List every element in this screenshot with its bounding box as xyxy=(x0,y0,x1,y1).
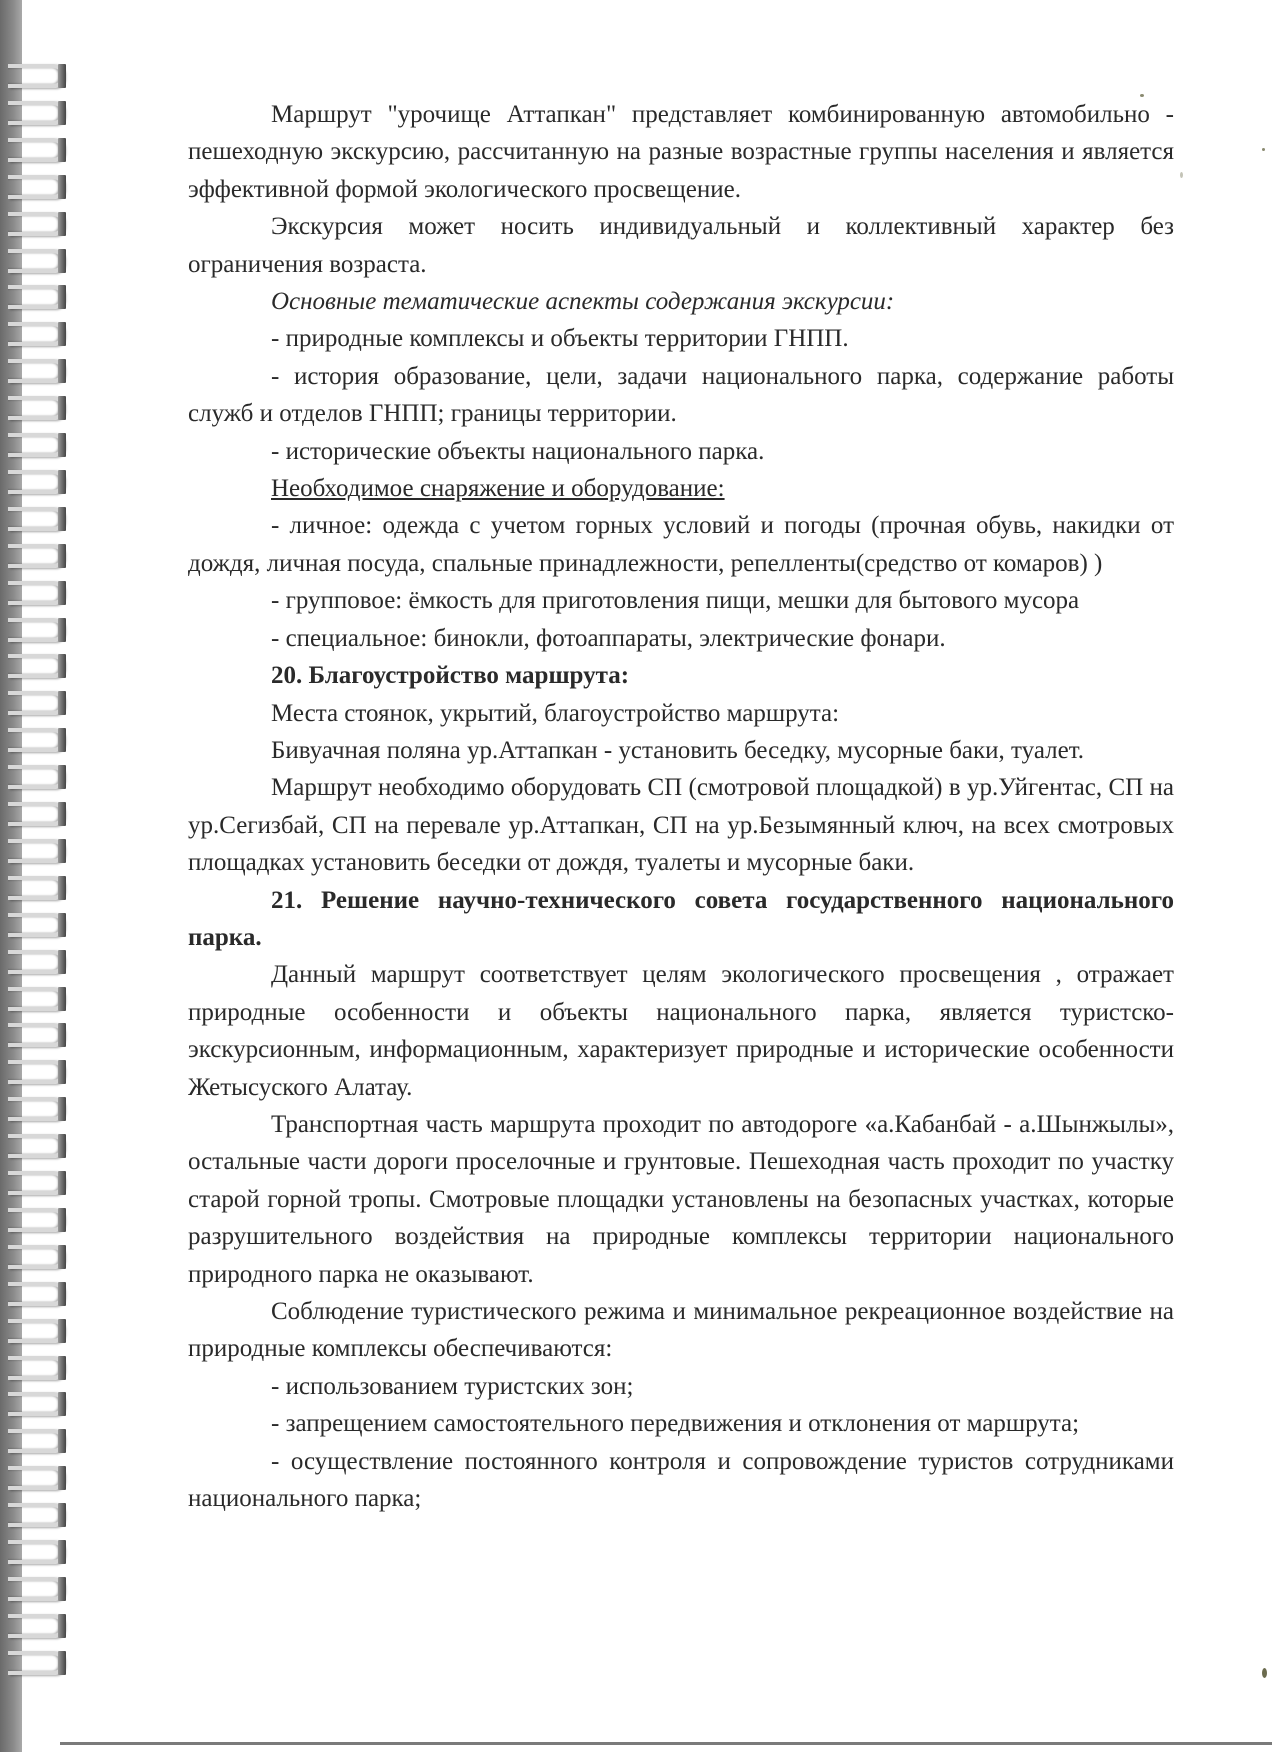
paragraph-decision: Данный маршрут соответствует целям экологического просвещения , отражает природные особенности и объекты национального парка, является туристско-экскурсионным, информационным, характеризует природные и исторические особенности Жетысуского Алатау. xyxy=(188,961,1174,1101)
binding-ring xyxy=(8,396,64,420)
scan-speck xyxy=(1180,172,1183,178)
paragraph-viewpoints: Маршрут необходимо оборудовать СП (смотровой площадкой) в ур.Уйгентас, СП на ур.Сегизбай, СП на перевале ур.Аттапкан, СП на ур.Безымянный ключ, на всех смотровых площадках установить беседки от дождя, туалеты и мусорные баки. xyxy=(188,774,1174,877)
equipment-heading-text: Необходимое снаряжение и оборудование: xyxy=(271,475,725,503)
binding-ring xyxy=(8,1651,64,1675)
binding-ring xyxy=(8,913,64,937)
binding-ring xyxy=(8,285,64,309)
binding-ring xyxy=(8,1503,64,1527)
equipment-item: - личное: одежда с учетом горных условий и погоды (прочная обувь, накидки от дождя, личная посуда, спальные принадлежности, репелленты(средство от комаров) ) xyxy=(188,512,1174,577)
binding-ring xyxy=(8,64,64,88)
document-page xyxy=(188,96,1174,1517)
binding-ring xyxy=(8,765,64,789)
binding-ring xyxy=(8,1134,64,1158)
aspect-item: - история образование, цели, задачи национального парка, содержание работы служб и отделов ГНПП; границы территории. xyxy=(188,362,1174,428)
aspect-item: - природные комплексы и объекты территории ГНПП. xyxy=(271,325,849,353)
binding-ring xyxy=(8,1282,64,1306)
binding-ring xyxy=(8,876,64,900)
binding-ring xyxy=(8,1023,64,1047)
page-bottom-edge xyxy=(60,1742,1272,1745)
equipment-item: - специальное: бинокли, фотоаппараты, электрические фонари. xyxy=(271,624,946,652)
binding-ring xyxy=(8,138,64,162)
scan-speck xyxy=(1262,148,1265,151)
binding-ring xyxy=(8,1171,64,1195)
equipment-heading xyxy=(188,470,1174,507)
paragraph-transport: Транспортная часть маршрута проходит по автодороге «а.Кабанбай - а.Шынжылы», остальные части дороги проселочные и грунтовые. Пешеходная часть проходит по участку старой горной тропы. Смотровые площадки установлены на безопасных участках, которые разрушительного воздействия на природные комплексы территории национального природного парка не оказывают. xyxy=(188,1110,1174,1288)
binding-ring xyxy=(8,359,64,383)
binding-ring xyxy=(8,249,64,273)
binding-ring xyxy=(8,1429,64,1453)
binding-ring xyxy=(8,1577,64,1601)
binding-ring xyxy=(8,212,64,236)
binding-ring xyxy=(8,1208,64,1232)
binding-ring xyxy=(8,654,64,678)
binding-ring xyxy=(8,544,64,568)
binding-ring xyxy=(8,618,64,642)
aspects-heading: Основные тематические аспекты содержания экскурсии: xyxy=(271,288,895,316)
paragraph-places: Места стоянок, укрытий, благоустройство маршрута: xyxy=(271,699,840,727)
binding-ring xyxy=(8,1245,64,1269)
binding-ring xyxy=(8,1466,64,1490)
binding-ring xyxy=(8,987,64,1011)
binding-ring xyxy=(8,802,64,826)
binding-ring xyxy=(8,507,64,531)
binding-ring xyxy=(8,101,64,125)
binding-ring xyxy=(8,1097,64,1121)
paragraph-character: Экскурсия может носить индивидуальный и коллективный характер без ограничения возраста. xyxy=(188,213,1174,278)
measure-item: - использованием туристских зон; xyxy=(271,1372,634,1400)
measure-item: - запрещением самостоятельного передвижения и отклонения от маршрута; xyxy=(271,1410,1080,1438)
binding-ring xyxy=(8,581,64,605)
section-heading-21: 21. Решение научно-технического совета государственного национального парка. xyxy=(188,886,1174,951)
binding-ring xyxy=(8,1392,64,1416)
binding-ring xyxy=(8,1319,64,1343)
binding-ring xyxy=(8,1356,64,1380)
paragraph-bivouac: Бивуачная поляна ур.Аттапкан - установить беседку, мусорные баки, туалет. xyxy=(271,736,1085,764)
binding-ring xyxy=(8,1060,64,1084)
binding-ring xyxy=(8,1540,64,1564)
binding-ring xyxy=(8,1614,64,1638)
binding-ring xyxy=(8,839,64,863)
spiral-binding-icon xyxy=(0,0,70,1752)
binding-ring xyxy=(8,175,64,199)
equipment-item: - групповое: ёмкость для приготовления пищи, мешки для бытового мусора xyxy=(271,587,1080,615)
binding-ring xyxy=(8,322,64,346)
measure-item: - осуществление постоянного контроля и сопровождение туристов сотрудниками национального парка; xyxy=(188,1447,1174,1513)
binding-ring xyxy=(8,691,64,715)
binding-ring xyxy=(8,728,64,752)
paragraph-intro: Маршрут "урочище Аттапкан" представляет комбинированную автомобильно - пешеходную экскурсию, рассчитанную на разные возрастные группы населения и является эффективной формой экологического просвещение. xyxy=(188,101,1174,203)
binding-ring xyxy=(8,470,64,494)
scan-speck xyxy=(1262,1668,1267,1678)
section-heading-20: 20. Благоустройство маршрута: xyxy=(271,662,630,690)
binding-ring xyxy=(8,433,64,457)
binding-ring xyxy=(8,950,64,974)
aspect-item: - исторические объекты национального парка. xyxy=(271,437,765,465)
paragraph-regime: Соблюдение туристического режима и минимальное рекреационное воздействие на природные комплексы обеспечиваются: xyxy=(188,1298,1174,1363)
